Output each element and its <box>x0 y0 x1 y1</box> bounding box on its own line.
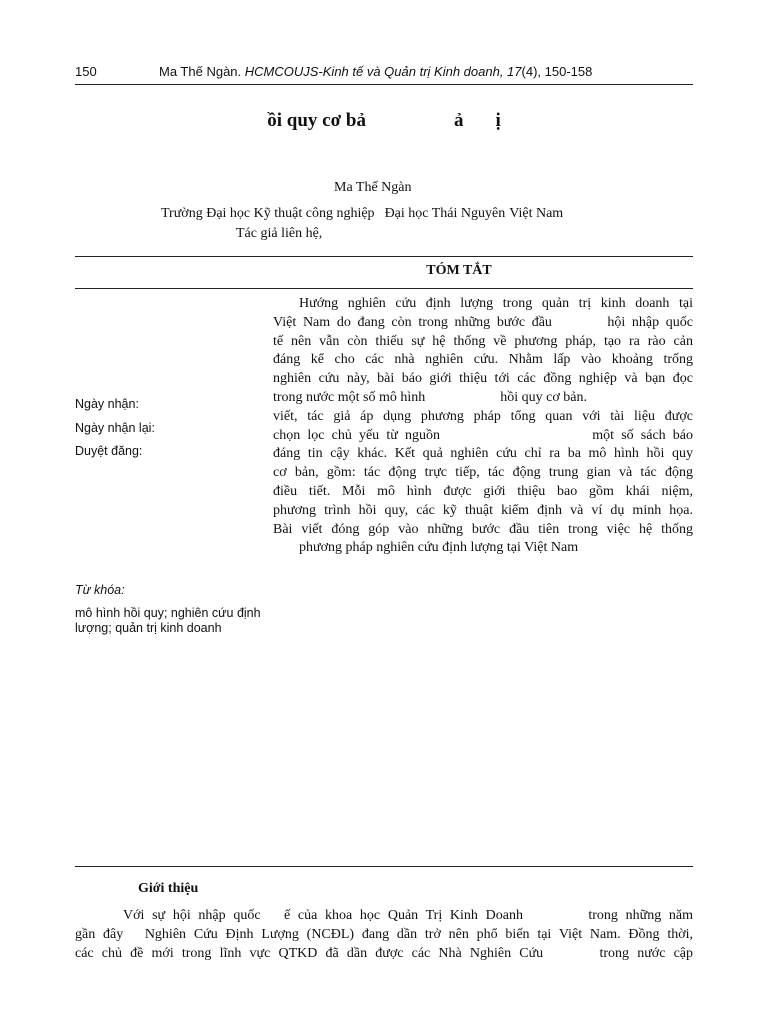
abstract-text: một số sách báo <box>592 427 694 443</box>
abstract-text: Việt Nam do đang còn trong những bước đầu <box>273 314 552 330</box>
keywords-label: Từ khóa: <box>75 583 125 597</box>
abstract-heading-rule <box>75 288 693 289</box>
abstract-line <box>273 351 693 370</box>
abstract-text: phương trình hồi quy, các kỹ thuật kiểm định và ví dụ minh họa. <box>273 502 693 518</box>
abstract-line <box>273 464 693 483</box>
abstract-text: cơ bản, gồm: tác động trực tiếp, tác động trung gian và tác động <box>273 465 693 481</box>
intro-text: trong những năm <box>588 908 694 923</box>
abstract-line <box>273 502 693 521</box>
abstract-heading-text: TÓM TẮT <box>426 263 492 278</box>
intro-text: ế của khoa học Quản Trị Kinh Doanh <box>283 908 523 923</box>
accepted-date-label: Duyệt đăng: <box>75 444 143 458</box>
abstract-text: hội nhập quốc <box>607 314 693 330</box>
abstract-line <box>273 314 693 333</box>
title-part: ị <box>495 110 501 131</box>
intro-text: gần đây <box>75 927 124 942</box>
section-rule <box>75 866 693 867</box>
citation-journal: HCMCOUJS-Kinh tế và Quản trị Kinh doanh, 17 <box>244 64 522 79</box>
abstract-line <box>273 427 693 446</box>
abstract-top-rule <box>75 256 693 257</box>
received-date-label: Ngày nhận: <box>75 397 139 411</box>
abstract-line <box>273 408 693 427</box>
abstract-line <box>273 389 693 408</box>
intro-text: Với sự hội nhập quốc <box>123 908 261 923</box>
abstract-text: trong nước một số mô hình <box>273 389 426 405</box>
affiliation-part: Việt Nam <box>509 206 564 221</box>
abstract-text: phương pháp nghiên cứu định lượng tại Việt Nam <box>299 540 579 556</box>
abstract-text: điều tiết. Mỗi mô hình được giới thiệu bao gồm khái niệm, <box>273 483 693 499</box>
abstract-text: nghiên cứu này, bài báo giới thiệu tới các đồng nghiệp và bạn đọc <box>273 371 693 387</box>
page-number: 150 <box>75 64 97 79</box>
header-rule <box>75 84 693 85</box>
citation-author: Ma Thế Ngàn. <box>159 64 245 79</box>
abstract-text: tế nên vẫn còn thiếu sự hệ thống về phương pháp, tạo ra rào cản <box>273 333 693 349</box>
abstract-text: đáng tin cậy khác. Kết quả nghiên cứu chỉ ra ba mô hình hồi quy <box>273 446 693 462</box>
intro-body <box>75 906 693 963</box>
intro-line <box>75 906 693 925</box>
keywords-value: mô hình hồi quy; nghiên cứu định lượng; quản trị kinh doanh <box>75 606 261 635</box>
abstract-text: đáng kể cho các nhà nghiên cứu. Nhằm lấp vào khoảng trống <box>273 352 693 368</box>
abstract-line <box>273 370 693 389</box>
intro-line <box>75 944 693 963</box>
article-title <box>0 110 768 132</box>
abstract-line <box>273 483 693 502</box>
corresponding-author: Tác giả liên hệ, <box>236 226 323 241</box>
abstract-line <box>273 333 693 352</box>
intro-heading: Giới thiệu <box>138 881 199 896</box>
abstract-heading <box>0 263 768 279</box>
abstract-body <box>273 295 693 558</box>
title-part: ả <box>453 110 464 131</box>
affiliation <box>161 206 563 222</box>
abstract-line <box>273 445 693 464</box>
abstract-text: chọn lọc chủ yếu từ nguồn <box>273 427 440 443</box>
abstract-text: hồi quy cơ bản. <box>500 389 587 405</box>
journal-citation <box>159 64 592 79</box>
abstract-line <box>273 521 693 540</box>
intro-text: các chủ đề mới trong lĩnh vực QTKD đã dần được các Nhà Nghiên Cứu <box>75 946 544 961</box>
abstract-text: Bài viết đóng góp vào những bước đầu tiên trong việc hệ thống <box>273 521 693 537</box>
affiliation-part: Trường Đại học Kỹ thuật công nghiệp <box>161 206 375 221</box>
intro-line <box>75 925 693 944</box>
citation-issue: (4), 150-158 <box>521 64 593 79</box>
author-name: Ma Thế Ngàn <box>334 180 412 195</box>
intro-text: Nghiên Cứu Định Lượng (NCĐL) đang dần trở nên phổ biến tại Việt Nam. Đồng thời, <box>144 927 694 942</box>
abstract-text: viết, tác giả áp dụng phương pháp tổng quan với tài liệu được <box>273 408 693 424</box>
revised-date-label: Ngày nhận lại: <box>75 421 155 435</box>
abstract-line <box>273 539 693 558</box>
affiliation-part: Đại học Thái Nguyên <box>384 206 506 221</box>
title-part: ồi quy cơ bả <box>267 110 366 131</box>
abstract-text: Hướng nghiên cứu định lượng trong quản trị kinh doanh tại <box>299 296 693 311</box>
abstract-line <box>273 295 693 314</box>
intro-text: trong nước cập <box>599 946 693 961</box>
